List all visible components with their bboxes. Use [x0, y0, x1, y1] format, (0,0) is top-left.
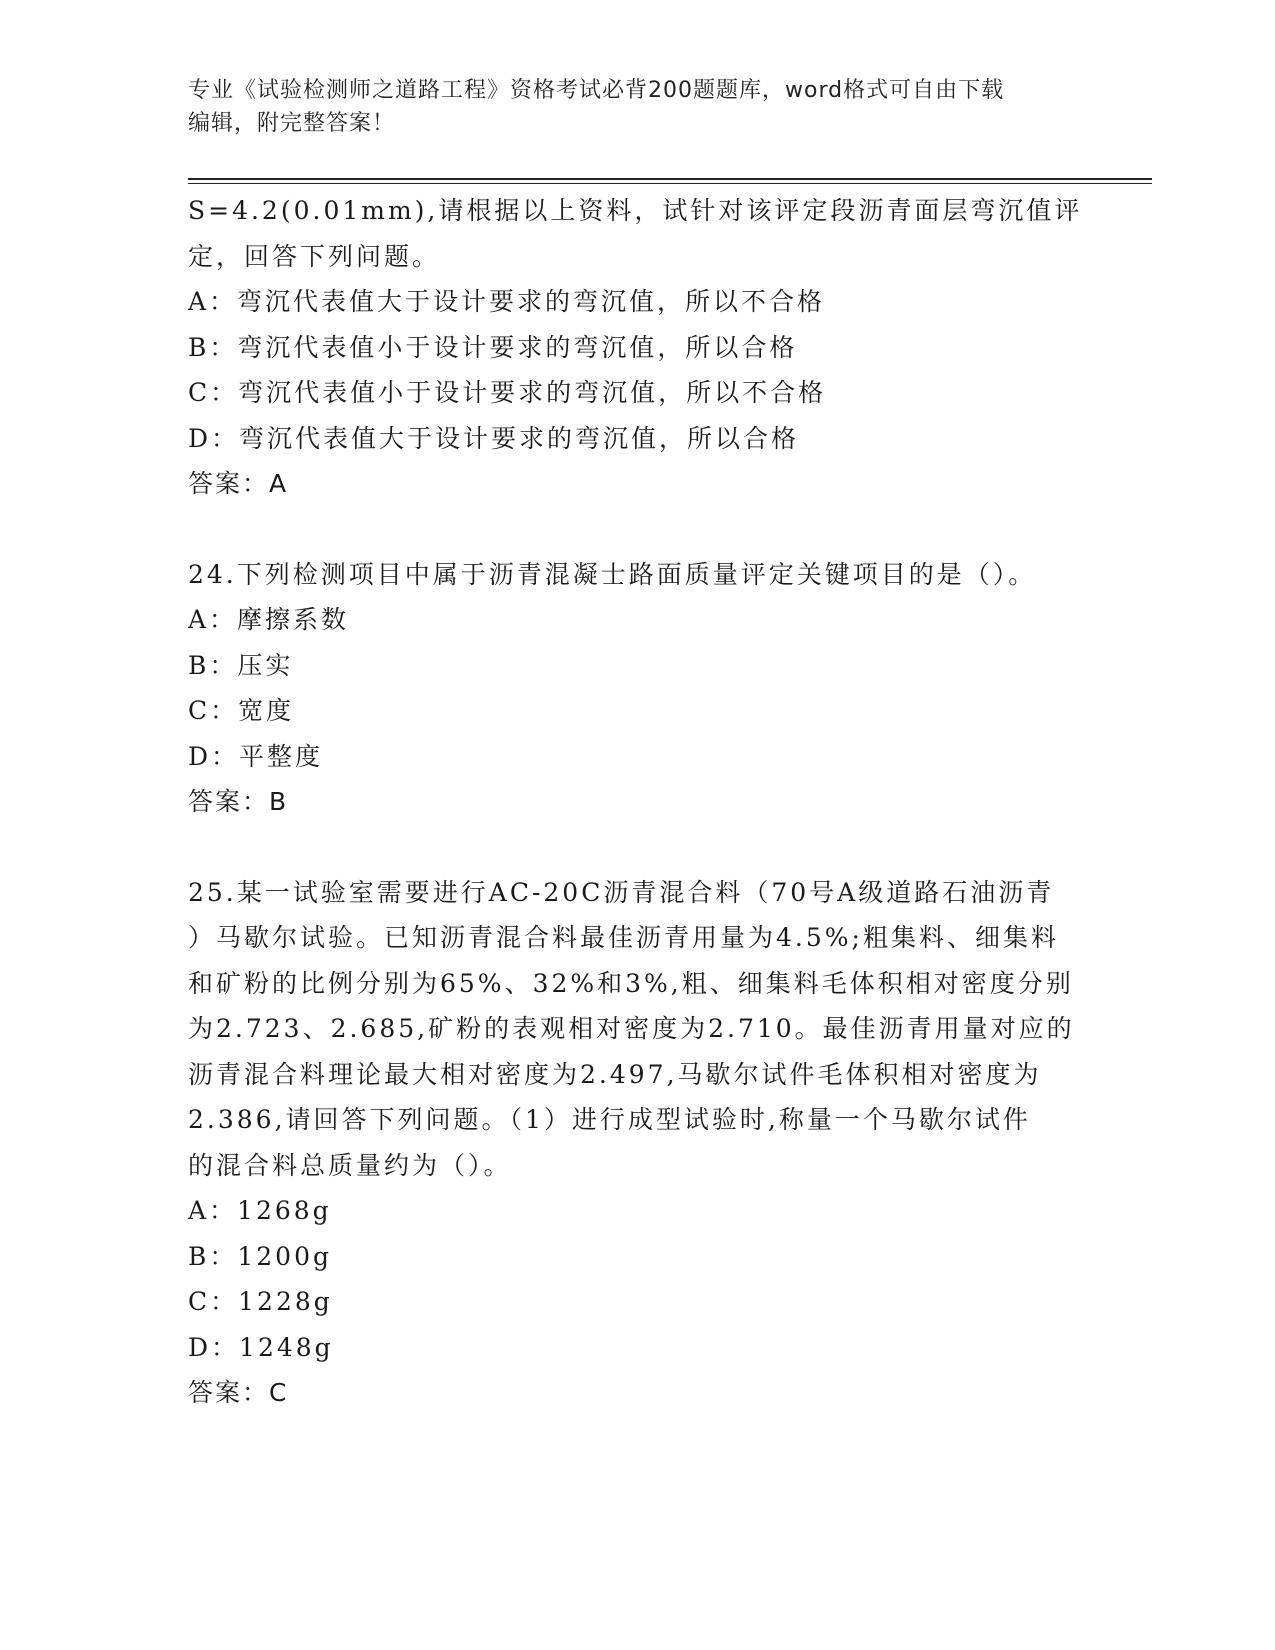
option-b: B：弯沉代表值小于设计要求的弯沉值，所以合格: [188, 332, 798, 362]
question-spacer: [188, 507, 1088, 552]
question-stem-line: S=4.2(0.01mm),请根据以上资料，试针对该评定段沥青面层弯沉值评: [188, 196, 1083, 225]
option-d: D：弯沉代表值大于设计要求的弯沉值，所以合格: [188, 423, 800, 453]
question-spacer: [188, 825, 1088, 870]
document-header: [188, 74, 1068, 140]
question-stem-line: 的混合料总质量约为（）。: [188, 1150, 512, 1180]
answer-label: 答案：C: [188, 1378, 289, 1407]
option-d: D：平整度: [188, 741, 324, 771]
question-stem-line: 25.某一试验室需要进行AC-20C沥青混合料（70号A级道路石油沥青: [188, 877, 1055, 907]
answer-label: 答案：B: [188, 787, 289, 816]
question-24: [188, 552, 1088, 825]
header-line-2: 编辑，附完整答案！: [188, 111, 396, 136]
option-a: A：摩擦系数: [188, 605, 350, 634]
question-stem-line: 沥青混合料理论最大相对密度为2.497,马歇尔试件毛体积相对密度为: [188, 1059, 1042, 1089]
question-stem-line: 和矿粉的比例分别为65%、32%和3%,粗、细集料毛体积相对密度分别: [188, 968, 1074, 998]
question-stem-line: ）马歇尔试验。已知沥青混合料最佳沥青用量为4.5%;粗集料、细集料: [188, 923, 1059, 952]
header-divider-thin: [188, 183, 1152, 184]
question-23: [188, 188, 1088, 507]
option-c: C：1228g: [188, 1287, 333, 1316]
option-b: B：压实: [188, 650, 294, 680]
header-line-1: 专业《试验检测师之道路工程》资格考试必背200题题库，word格式可自由下载: [188, 78, 1005, 103]
question-stem-line: 24.下列检测项目中属于沥青混凝士路面质量评定关键项目的是（）。: [188, 559, 1037, 589]
option-c: C：弯沉代表值小于设计要求的弯沉值，所以不合格: [188, 378, 827, 407]
option-a: A：弯沉代表值大于设计要求的弯沉值，所以不合格: [188, 287, 826, 316]
option-c: C：宽度: [188, 696, 295, 725]
question-stem-line: 2.386,请回答下列问题。（1）进行成型试验时,称量一个马歇尔试件: [188, 1105, 1031, 1134]
answer-label: 答案：A: [188, 469, 289, 498]
question-stem-line: 为2.723、2.685,矿粉的表观相对密度为2.710。最佳沥青用量对应的: [188, 1014, 1075, 1043]
question-25: [188, 870, 1088, 1416]
question-stem-line: 定，回答下列问题。: [188, 241, 441, 271]
header-divider-thick: [188, 178, 1152, 180]
option-b: B：1200g: [188, 1241, 332, 1271]
option-d: D：1248g: [188, 1332, 334, 1362]
document-body: [188, 188, 1088, 1416]
option-a: A：1268g: [188, 1196, 332, 1225]
